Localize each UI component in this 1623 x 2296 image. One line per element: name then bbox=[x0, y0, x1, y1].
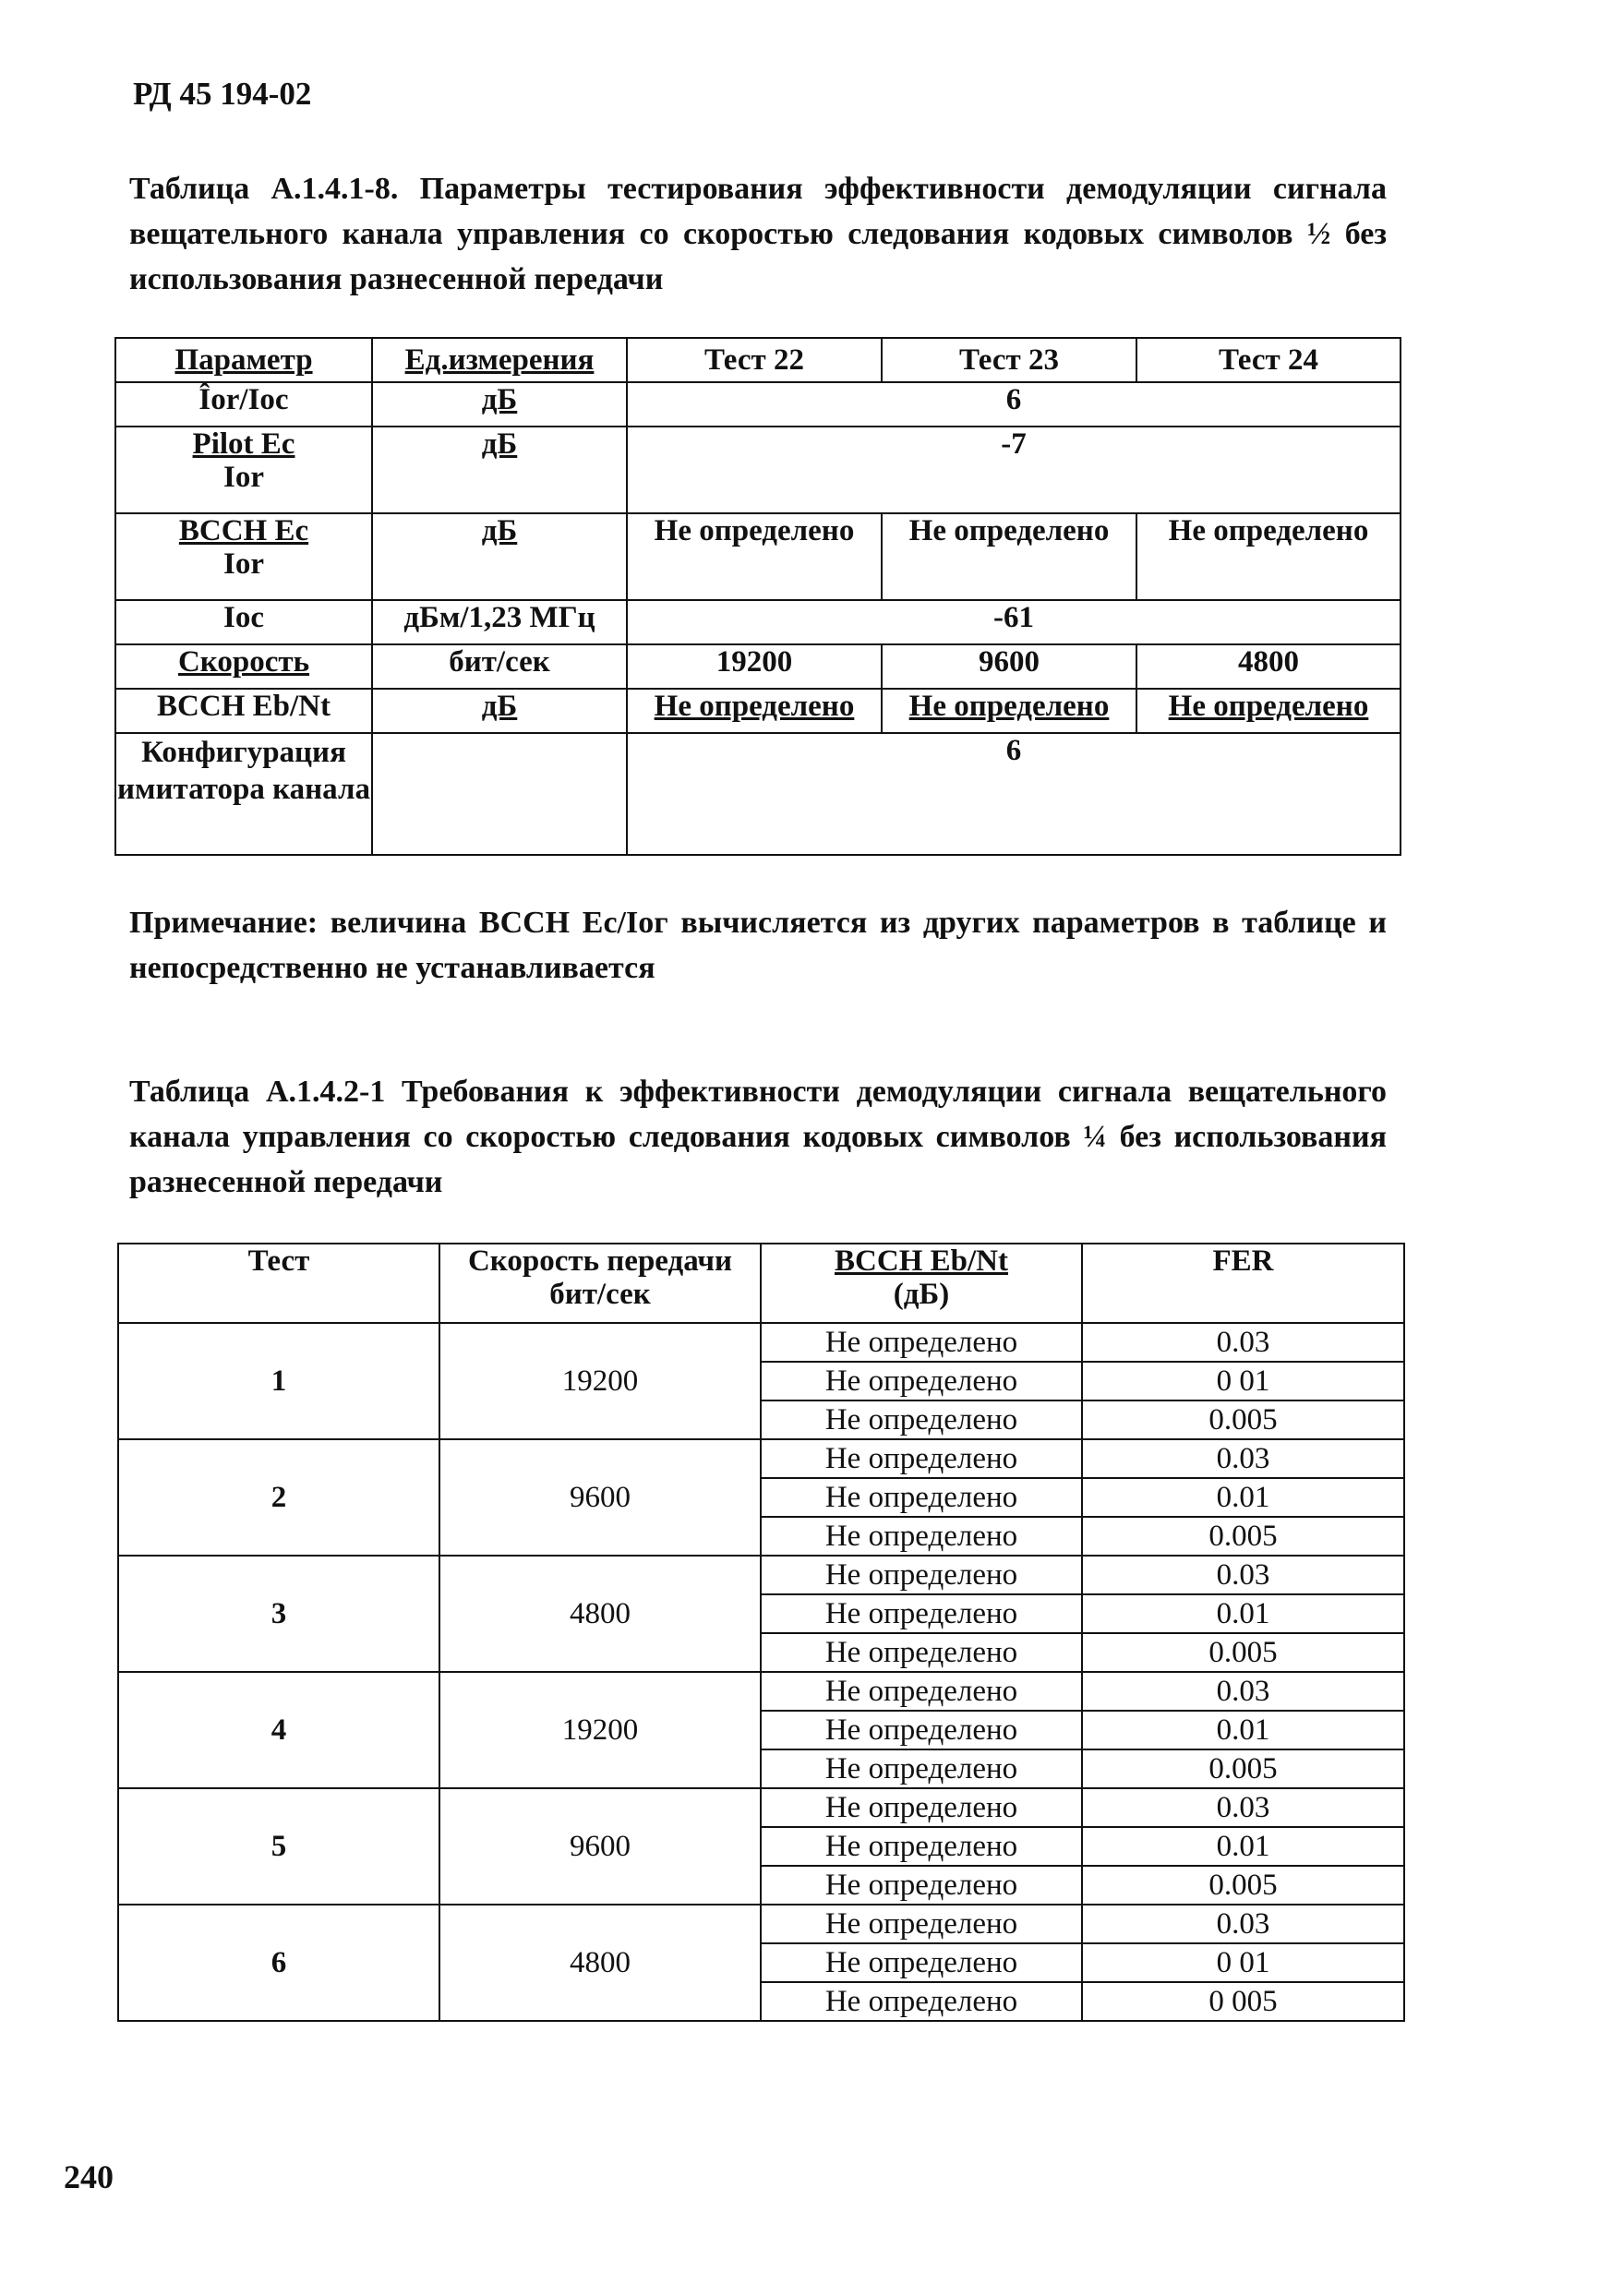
table2-header-fer: FER bbox=[1082, 1244, 1404, 1323]
table2-test-cell: 2 bbox=[118, 1439, 439, 1556]
table1-value-cell: 6 bbox=[627, 382, 1401, 427]
table1-value-cell: 4800 bbox=[1136, 644, 1401, 689]
table2-fer-cell: 0.01 bbox=[1082, 1478, 1404, 1517]
table1-header-test24: Тест 24 bbox=[1136, 338, 1401, 382]
table1 bbox=[114, 337, 1401, 856]
caption1-line1: Таблица А.1.4.1-8. Параметры тестирования эффективности демодуляции сигнала bbox=[129, 172, 1387, 206]
table1-value-cell: Не определено bbox=[1136, 513, 1401, 600]
table1-param-cell: BCCH Eb/Nt bbox=[115, 689, 372, 733]
table1-row bbox=[115, 733, 1401, 855]
table2-ebnt-cell: Не определено bbox=[761, 1788, 1082, 1827]
table2-fer-cell: 0.005 bbox=[1082, 1517, 1404, 1556]
table2-fer-cell: 0 01 bbox=[1082, 1362, 1404, 1400]
table1-row bbox=[115, 644, 1401, 689]
table2-body bbox=[118, 1323, 1404, 2021]
page-number: 240 bbox=[64, 2158, 114, 2195]
note-line2: непосредственно не устанавливается bbox=[129, 951, 655, 985]
table2-caption bbox=[129, 1069, 1387, 1205]
table2-ebnt-cell: Не определено bbox=[761, 1711, 1082, 1749]
caption1-line3: использования разнесенной передачи bbox=[129, 262, 664, 296]
table2-ebnt-cell: Не определено bbox=[761, 1943, 1082, 1982]
caption2-line1: Таблица А.1.4.2-1 Требования к эффективности демодуляции сигнала вещательного bbox=[129, 1075, 1387, 1109]
table2-ebnt-cell: Не определено bbox=[761, 1439, 1082, 1478]
table1-unit-cell: дБ bbox=[372, 689, 627, 733]
param-ior: Ior bbox=[223, 547, 264, 581]
table2-fer-cell: 0.005 bbox=[1082, 1866, 1404, 1905]
table1-value-cell: -7 bbox=[627, 427, 1401, 513]
table2-test-cell: 3 bbox=[118, 1556, 439, 1672]
table1-row bbox=[115, 513, 1401, 600]
table1-value-cell: Не определено bbox=[627, 513, 882, 600]
table2-rate-cell: 9600 bbox=[439, 1788, 761, 1905]
table1-row bbox=[115, 689, 1401, 733]
table2-rate-cell: 19200 bbox=[439, 1323, 761, 1439]
table2-ebnt-cell: Не определено bbox=[761, 1749, 1082, 1788]
table1-param-cell: Îor/Ioc bbox=[115, 382, 372, 427]
table1-value-cell: -61 bbox=[627, 600, 1401, 644]
table1-unit-cell: дБ bbox=[372, 382, 627, 427]
table2-fer-cell: 0.01 bbox=[1082, 1711, 1404, 1749]
table1-value-cell: Не определено bbox=[627, 689, 882, 733]
table2-fer-cell: 0.01 bbox=[1082, 1827, 1404, 1866]
table1-value-cell: 19200 bbox=[627, 644, 882, 689]
table1-header-row bbox=[115, 338, 1401, 382]
table2-ebnt-cell: Не определено bbox=[761, 1982, 1082, 2021]
table2-row bbox=[118, 1439, 1404, 1478]
table2-row bbox=[118, 1788, 1404, 1827]
table2-fer-cell: 0.03 bbox=[1082, 1905, 1404, 1943]
note-line1: Примечание: величина ВССН Ес/Iог вычисляется из других параметров в таблице и bbox=[129, 906, 1387, 940]
table1-value-cell: Не определено bbox=[882, 689, 1136, 733]
table1-row bbox=[115, 427, 1401, 513]
table1-caption bbox=[129, 166, 1387, 302]
table2-fer-cell: 0.005 bbox=[1082, 1400, 1404, 1439]
table2-test-cell: 6 bbox=[118, 1905, 439, 2021]
header-ebnt-line1: BCCH Eb/Nt bbox=[835, 1244, 1008, 1278]
table1-param-cell bbox=[115, 427, 372, 513]
table2-ebnt-cell: Не определено bbox=[761, 1556, 1082, 1594]
table2-fer-cell: 0.01 bbox=[1082, 1594, 1404, 1633]
param-bcch-ec: BCCH Ec bbox=[178, 514, 309, 547]
table2-ebnt-cell: Не определено bbox=[761, 1400, 1082, 1439]
header-ebnt-line2: (дБ) bbox=[893, 1278, 950, 1311]
table2-test-cell: 5 bbox=[118, 1788, 439, 1905]
table1-header-param: Параметр bbox=[115, 338, 372, 382]
param-ior: Ior bbox=[223, 461, 264, 494]
table1-unit-cell: дБ bbox=[372, 427, 627, 513]
table2-rate-cell: 19200 bbox=[439, 1672, 761, 1788]
table1-value-cell: Не определено bbox=[882, 513, 1136, 600]
table2-fer-cell: 0.005 bbox=[1082, 1749, 1404, 1788]
table2-fer-cell: 0.03 bbox=[1082, 1672, 1404, 1711]
table2-row bbox=[118, 1672, 1404, 1711]
table2-fer-cell: 0.03 bbox=[1082, 1788, 1404, 1827]
table2-fer-cell: 0 005 bbox=[1082, 1982, 1404, 2021]
document-code: РД 45 194-02 bbox=[133, 76, 312, 112]
table2-ebnt-cell: Не определено bbox=[761, 1905, 1082, 1943]
table2-ebnt-cell: Не определено bbox=[761, 1594, 1082, 1633]
table1-row bbox=[115, 600, 1401, 644]
table1-unit-cell: дБм/1,23 МГц bbox=[372, 600, 627, 644]
table2-row bbox=[118, 1556, 1404, 1594]
table2-ebnt-cell: Не определено bbox=[761, 1827, 1082, 1866]
table1-value-cell: 6 bbox=[627, 733, 1401, 855]
caption2-line3: разнесенной передачи bbox=[129, 1165, 443, 1199]
table2-ebnt-cell: Не определено bbox=[761, 1633, 1082, 1672]
table2-rate-cell: 9600 bbox=[439, 1439, 761, 1556]
table2-header-rate: Скорость передачи бит/сек bbox=[439, 1244, 761, 1323]
table2-ebnt-cell: Не определено bbox=[761, 1517, 1082, 1556]
table1-header-test22: Тест 22 bbox=[627, 338, 882, 382]
table1-header-unit: Ед.измерения bbox=[372, 338, 627, 382]
table2-fer-cell: 0.005 bbox=[1082, 1633, 1404, 1672]
table2-rate-cell: 4800 bbox=[439, 1905, 761, 2021]
table1-param-cell: Скорость bbox=[115, 644, 372, 689]
table2-test-cell: 1 bbox=[118, 1323, 439, 1439]
table1-unit-cell: дБ bbox=[372, 513, 627, 600]
table1-note bbox=[129, 900, 1387, 991]
table1-row bbox=[115, 382, 1401, 427]
table2-header-ebnt bbox=[761, 1244, 1082, 1323]
caption2-line2: канала управления со скоростью следования кодовых символов ¼ без использования bbox=[129, 1120, 1387, 1154]
table1-param-cell: Ioc bbox=[115, 600, 372, 644]
table1-param-cell: Конфигурация имитатора канала bbox=[115, 733, 372, 855]
table2-row bbox=[118, 1323, 1404, 1362]
table1-header-test23: Тест 23 bbox=[882, 338, 1136, 382]
table2-row bbox=[118, 1905, 1404, 1943]
table2-fer-cell: 0 01 bbox=[1082, 1943, 1404, 1982]
table1-param-cell bbox=[115, 513, 372, 600]
table2-ebnt-cell: Не определено bbox=[761, 1478, 1082, 1517]
table2-rate-cell: 4800 bbox=[439, 1556, 761, 1672]
table2-ebnt-cell: Не определено bbox=[761, 1672, 1082, 1711]
table2-test-cell: 4 bbox=[118, 1672, 439, 1788]
table2-header-test: Тест bbox=[118, 1244, 439, 1323]
table2-ebnt-cell: Не определено bbox=[761, 1323, 1082, 1362]
table2-header-row bbox=[118, 1244, 1404, 1323]
table1-value-cell: Не определено bbox=[1136, 689, 1401, 733]
table2-ebnt-cell: Не определено bbox=[761, 1362, 1082, 1400]
table2-fer-cell: 0.03 bbox=[1082, 1556, 1404, 1594]
caption1-line2: вещательного канала управления со скоростью следования кодовых символов ½ без bbox=[129, 217, 1387, 251]
table1-value-cell: 9600 bbox=[882, 644, 1136, 689]
table2-ebnt-cell: Не определено bbox=[761, 1866, 1082, 1905]
table1-unit-cell: бит/сек bbox=[372, 644, 627, 689]
table2 bbox=[117, 1243, 1405, 2022]
table2-fer-cell: 0.03 bbox=[1082, 1439, 1404, 1478]
param-pilot-ec: Pilot Ec bbox=[192, 427, 295, 461]
table2-fer-cell: 0.03 bbox=[1082, 1323, 1404, 1362]
table1-unit-cell bbox=[372, 733, 627, 855]
